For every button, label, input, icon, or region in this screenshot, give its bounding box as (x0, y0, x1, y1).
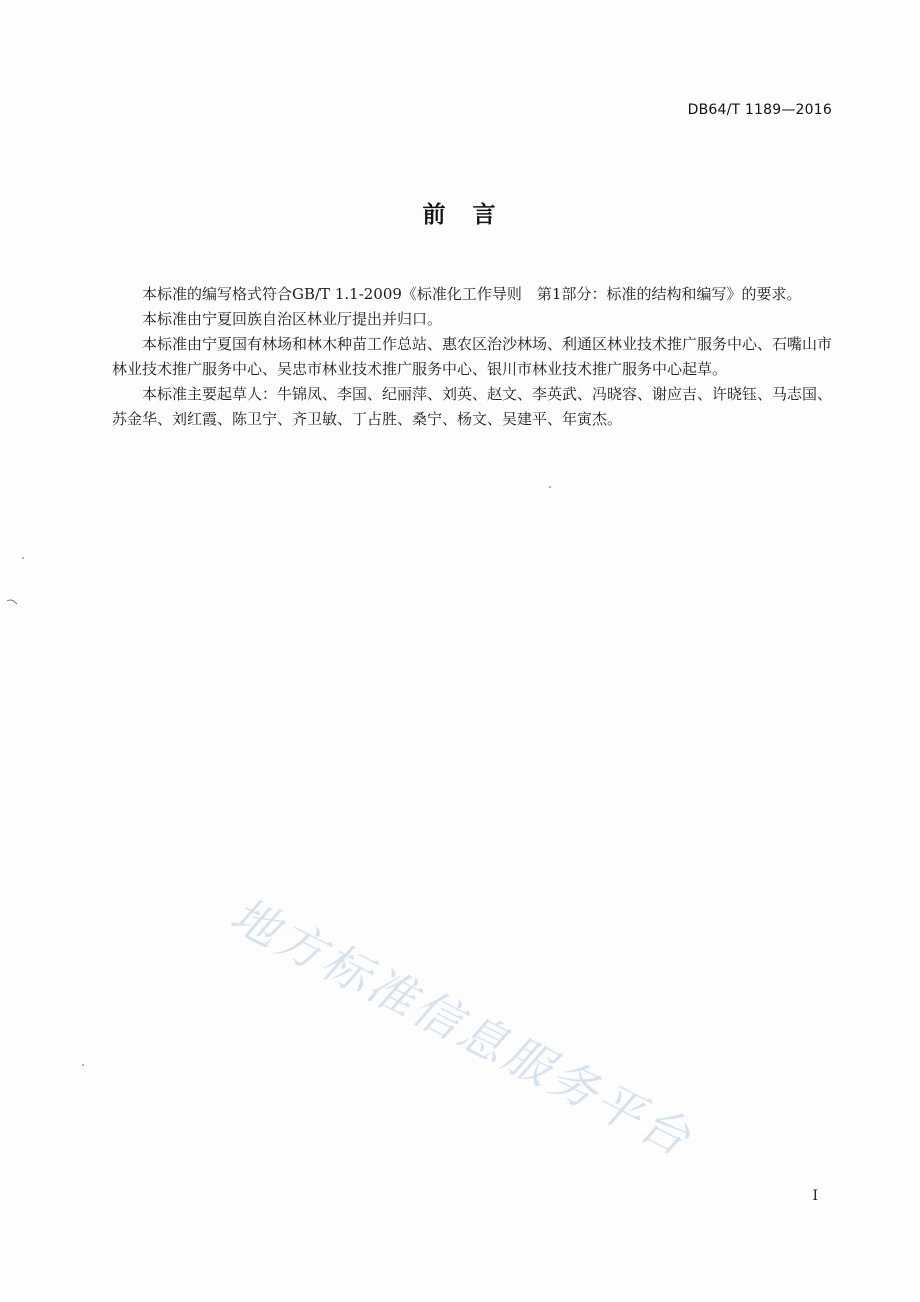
scan-speck (22, 557, 24, 559)
section-heading: 前 言 (422, 202, 498, 228)
paragraph-drafters: 本标准主要起草人：牛锦凤、李国、纪丽萍、刘英、赵文、李英武、冯晓容、谢应吉、许晓钰、马志国、苏金华、刘红霞、陈卫宁、齐卫敏、丁占胜、桑宁、杨文、吴建平、年寅杰。 (112, 385, 833, 428)
page-number: I (812, 1188, 818, 1204)
scan-artifact-icon (6, 598, 18, 606)
scan-speck (82, 1064, 84, 1066)
paragraph-drafting-units: 本标准由宁夏国有林场和林木种苗工作总站、惠农区治沙林场、利通区林业技术推广服务中心、石嘴山市林业技术推广服务中心、吴忠市林业技术推广服务中心、银川市林业技术推广服务中心起草。 (112, 335, 833, 378)
body-text (112, 282, 832, 432)
scan-speck (549, 486, 551, 488)
document-code: DB64/T 1189—2016 (687, 102, 832, 118)
paragraph-proposer: 本标准由宁夏回族自治区林业厅提出并归口。 (142, 310, 443, 328)
watermark: 地方标准信息服务平台 (221, 887, 702, 1169)
paragraph-format: 本标准的编写格式符合GB/T 1.1-2009《标准化工作导则 第1部分：标准的结构和编写》的要求。 (142, 285, 802, 303)
